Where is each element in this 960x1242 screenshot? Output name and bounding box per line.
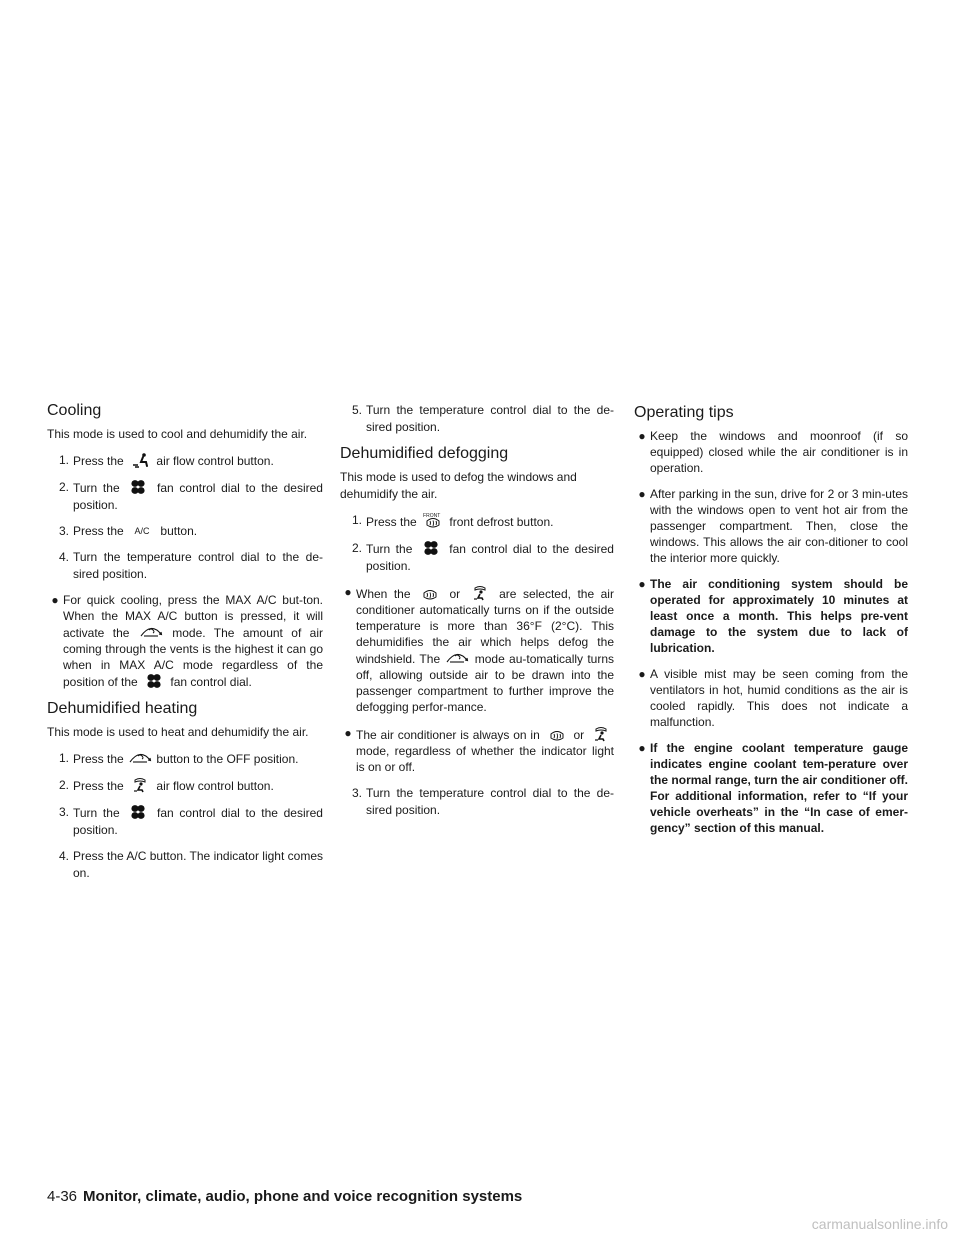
- step-text: Press the: [366, 515, 417, 529]
- page-footer: [47, 1188, 522, 1205]
- tip-text: A visible mist may be seen coming from the ventilators in hot, humid conditions as the air is cooled rapidly. This does not indicate a malfunction.: [650, 667, 908, 729]
- cooling-step-1: [47, 452, 323, 470]
- bullet-dot: ●: [51, 593, 59, 607]
- heating-heading: Dehumidified heating: [47, 700, 198, 717]
- recirculation-icon: [444, 650, 470, 666]
- footer-title: Monitor, climate, audio, phone and voice recognition systems: [83, 1188, 523, 1205]
- tip-item: [634, 740, 908, 836]
- tip-text: Keep the windows and moonroof (if so equipped) closed while the air conditioner is in operation.: [650, 429, 908, 475]
- tip-item: [634, 666, 908, 730]
- column-right: [634, 402, 908, 846]
- bullet-text: are selected, the air conditioner automatically turns on if the outside temperature is more than 36°F (2°C). This dehumidifies the air which helps defog the windshield. The: [356, 587, 614, 666]
- bullet-dot: ●: [638, 741, 646, 755]
- front-defrost-icon: [544, 725, 570, 743]
- heating-step-1: [47, 750, 323, 768]
- fan-icon: [418, 540, 444, 556]
- bullet-text: mode, regardless of whether the indicator light is on or off.: [356, 744, 614, 774]
- step-number: 3.: [58, 524, 69, 538]
- step-text: Turn the: [73, 806, 120, 820]
- fan-icon: [141, 673, 167, 689]
- defroster-feet-icon: [588, 726, 614, 742]
- step-text: button to the OFF position.: [156, 752, 299, 766]
- step-text: Press the: [73, 779, 124, 793]
- recirculation-icon: [138, 624, 164, 640]
- step-text: fan control dial to the desired position.: [366, 542, 614, 573]
- step-number: 1.: [351, 513, 362, 527]
- cooling-step-5: [340, 402, 614, 436]
- heating-step-3: [47, 804, 323, 839]
- step-text: Turn the: [73, 481, 120, 495]
- tip-item: [634, 576, 908, 656]
- defog-bullet-1: [340, 584, 614, 715]
- bullet-text: For quick cooling, press the MAX A/C but-ton. When the MAX A/C button is pressed, it will activate the: [63, 593, 323, 640]
- step-number: 2.: [58, 480, 69, 494]
- step-number: 2.: [351, 541, 362, 555]
- fan-icon: [125, 479, 151, 495]
- defroster-feet-icon: [467, 585, 493, 601]
- defroster-feet-icon: [127, 777, 153, 793]
- step-text: button.: [160, 524, 198, 538]
- step-text: Turn the temperature control dial to the de-sired position.: [366, 403, 614, 434]
- bullet-text: When the: [356, 587, 411, 601]
- step-number: 5.: [351, 403, 362, 417]
- heating-step-2: [47, 777, 323, 795]
- bullet-text: mode. The amount of air coming through the vents is the highest it can go when in MAX A/C mode regardless of the position of the: [63, 626, 323, 689]
- page-number: 4-36: [47, 1188, 78, 1205]
- step-number: 1.: [58, 453, 69, 467]
- cooling-step-3: [47, 523, 323, 540]
- bullet-text: mode au-tomatically turns off, allowing outside air to be drawn into the passenger compartment to further improve the defogging perfor-mance.: [356, 652, 615, 714]
- defog-step-1: [340, 512, 614, 531]
- heating-intro: This mode is used to heat and dehumidify the air.: [47, 725, 309, 739]
- recirculation-icon: [127, 750, 153, 766]
- bullet-dot: ●: [344, 585, 352, 599]
- bullet-dot: ●: [344, 726, 352, 740]
- bullet-dot: ●: [638, 487, 646, 501]
- step-text: fan control dial to the desired position.: [73, 806, 323, 837]
- cooling-step-4: [47, 549, 323, 583]
- tip-text: If the engine coolant temperature gauge indicates engine coolant tem-perature over the normal range, turn the air conditioner off. For additional information, refer to “If your vehicle overheats” in the “In case of emer-gency” section of this manual.: [650, 741, 908, 835]
- front-defrost-icon: [420, 512, 446, 530]
- step-text: air flow control button.: [156, 779, 274, 793]
- defog-step-2: [340, 540, 614, 575]
- bullet-text: or: [449, 587, 461, 601]
- step-number: 3.: [58, 805, 69, 819]
- heating-step-4: [47, 848, 323, 882]
- fan-icon: [125, 804, 151, 820]
- tip-item: [634, 486, 908, 566]
- cooling-step-2: [47, 479, 323, 514]
- step-text: Turn the temperature control dial to the de-sired position.: [366, 786, 614, 817]
- step-number: 2.: [58, 778, 69, 792]
- bullet-text: fan control dial.: [170, 675, 252, 689]
- defogging-intro: This mode is used to defog the windows and dehumidify the air.: [340, 470, 577, 501]
- watermark[interactable]: carmanualsonline.info: [811, 1216, 948, 1232]
- ac-icon: A/C: [134, 526, 150, 536]
- step-text: Press the: [73, 454, 124, 468]
- tip-text: The air conditioning system should be operated for approximately 10 minutes at least once a month. This helps pre-vent damage to the system due to lack of lubrication.: [650, 577, 908, 655]
- column-left: [47, 402, 323, 891]
- defog-step-3: [340, 785, 614, 819]
- bullet-text: The air conditioner is always on in: [356, 728, 540, 742]
- step-number: 1.: [58, 751, 69, 765]
- step-text: fan control dial to the desired position.: [73, 481, 323, 512]
- step-number: 3.: [351, 786, 362, 800]
- defogging-heading: Dehumidified defogging: [340, 445, 509, 462]
- cooling-heading: Cooling: [47, 402, 102, 419]
- step-text: Press the: [73, 752, 124, 766]
- step-text: air flow control button.: [156, 454, 274, 468]
- bullet-dot: ●: [638, 667, 646, 681]
- step-text: front defrost button.: [449, 515, 554, 529]
- column-middle: [340, 402, 614, 828]
- step-text: Turn the temperature control dial to the de-sired position.: [73, 550, 323, 581]
- bullet-dot: ●: [638, 577, 646, 591]
- step-text: Press the A/C button. The indicator light comes on.: [73, 849, 323, 880]
- step-number: 4.: [58, 550, 69, 564]
- front-defrost-icon: [417, 584, 443, 602]
- step-number: 4.: [58, 849, 69, 863]
- feet-airflow-icon: [127, 452, 153, 468]
- tip-text: After parking in the sun, drive for 2 or 3 min-utes with the windows open to vent hot air from the passenger compartment. Then, close the windows. This allows the air con-ditioner to cool the interior more quickly.: [650, 487, 908, 565]
- tips-heading: Operating tips: [634, 404, 734, 421]
- cooling-bullet: [47, 592, 323, 690]
- step-text: Press the: [73, 524, 124, 538]
- tip-item: [634, 428, 908, 476]
- cooling-intro: This mode is used to cool and dehumidify the air.: [47, 427, 308, 441]
- defog-bullet-2: [340, 725, 614, 775]
- front-label: FRONT: [423, 513, 441, 519]
- bullet-dot: ●: [638, 429, 646, 443]
- step-text: Turn the: [366, 542, 413, 556]
- bullet-text: or: [573, 728, 585, 742]
